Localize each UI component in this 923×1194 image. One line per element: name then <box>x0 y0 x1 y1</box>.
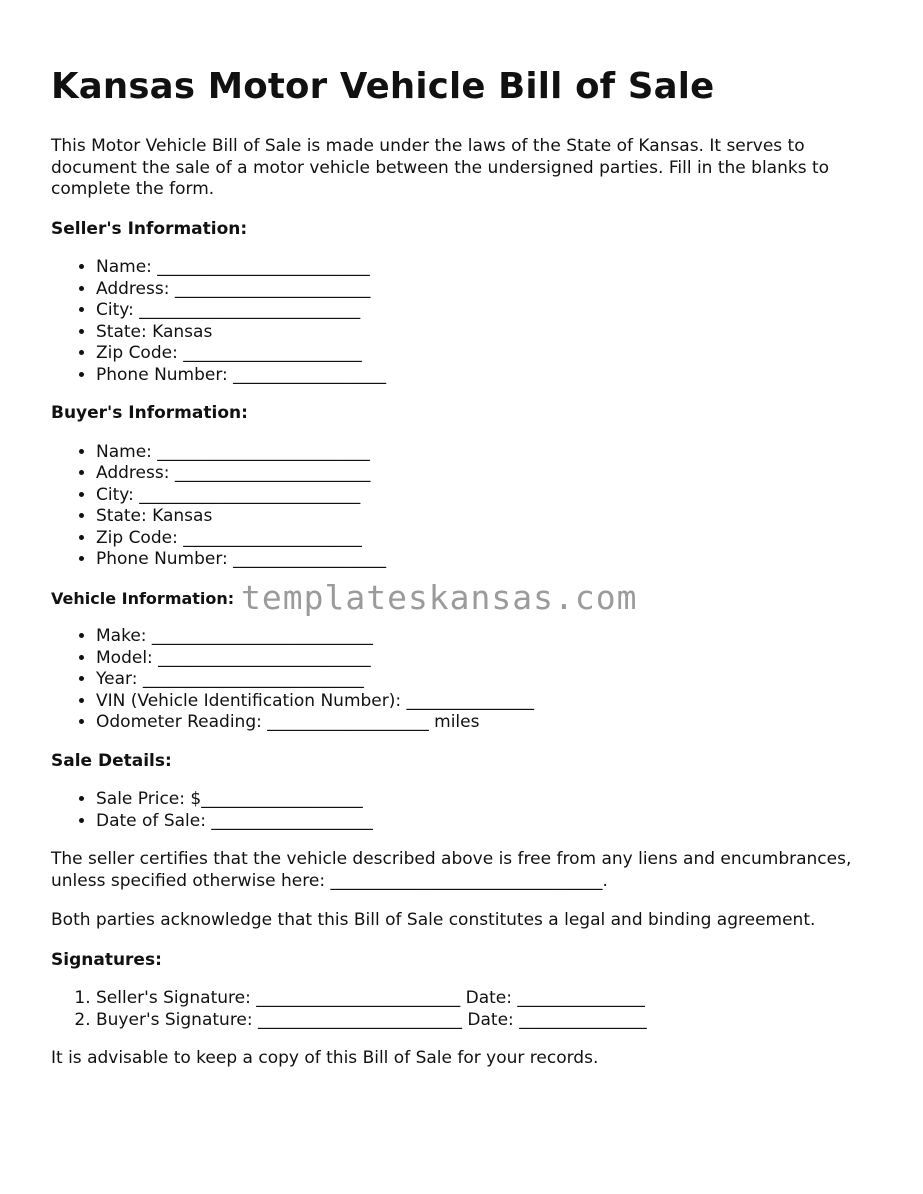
seller-info-list <box>51 257 881 386</box>
closing-paragraph: It is advisable to keep a copy of this Bill of Sale for your records. <box>51 1048 599 1068</box>
vehicle-model-field: • Model: _________________________ <box>96 648 881 670</box>
buyer-heading: Buyer's Information: <box>51 403 248 423</box>
vehicle-vin-field: • VIN (Vehicle Identification Number): _______________ <box>96 691 881 713</box>
buyer-address-field: • Address: _______________________ <box>96 463 881 485</box>
buyer-zip-field: • Zip Code: _____________________ <box>96 528 881 550</box>
signatures-list <box>51 988 881 1031</box>
vehicle-info-list <box>51 626 881 734</box>
seller-address-field: • Address: _______________________ <box>96 279 881 301</box>
sale-date-field: • Date of Sale: ___________________ <box>96 811 881 833</box>
buyer-signature-field: 2. Buyer's Signature: ________________________ Date: _______________ <box>96 1010 881 1032</box>
buyer-city-field: • City: __________________________ <box>96 485 881 507</box>
sale-price-field: • Sale Price: $___________________ <box>96 789 881 811</box>
buyer-name-field: • Name: _________________________ <box>96 442 881 464</box>
vehicle-make-field: • Make: __________________________ <box>96 626 881 648</box>
liens-paragraph: The seller certifies that the vehicle described above is free from any liens and encumbrances, unless specified otherwise here: ________________________________. <box>51 849 852 891</box>
document-page <box>51 62 881 1088</box>
buyer-info-list <box>51 442 881 571</box>
seller-state-field: • State: Kansas <box>96 322 881 344</box>
sale-heading: Sale Details: <box>51 750 172 771</box>
seller-zip-field: • Zip Code: _____________________ <box>96 343 881 365</box>
document-title: Kansas Motor Vehicle Bill of Sale <box>51 66 715 107</box>
buyer-state-field: • State: Kansas <box>96 506 881 528</box>
seller-city-field: • City: __________________________ <box>96 300 881 322</box>
seller-heading: Seller's Information: <box>51 218 248 239</box>
buyer-phone-field: • Phone Number: __________________ <box>96 549 881 571</box>
vehicle-heading: Vehicle Information: <box>51 588 235 608</box>
seller-name-field: • Name: _________________________ <box>96 257 881 279</box>
vehicle-year-field: • Year: __________________________ <box>96 669 881 691</box>
vehicle-odometer-field: • Odometer Reading: ___________________ miles <box>96 712 881 734</box>
signatures-heading: Signatures: <box>51 949 162 970</box>
sale-details-list <box>51 789 881 832</box>
seller-signature-field: 1. Seller's Signature: ________________________ Date: _______________ <box>96 988 881 1010</box>
watermark-text: templateskansas.com <box>241 578 638 617</box>
seller-phone-field: • Phone Number: __________________ <box>96 365 881 387</box>
agreement-paragraph: Both parties acknowledge that this Bill of Sale constitutes a legal and binding agreement. <box>51 910 816 930</box>
intro-paragraph: This Motor Vehicle Bill of Sale is made under the laws of the State of Kansas. It serves to document the sale of a motor vehicle between the undersigned parties. Fill in the blanks to complete the form. <box>51 136 830 199</box>
